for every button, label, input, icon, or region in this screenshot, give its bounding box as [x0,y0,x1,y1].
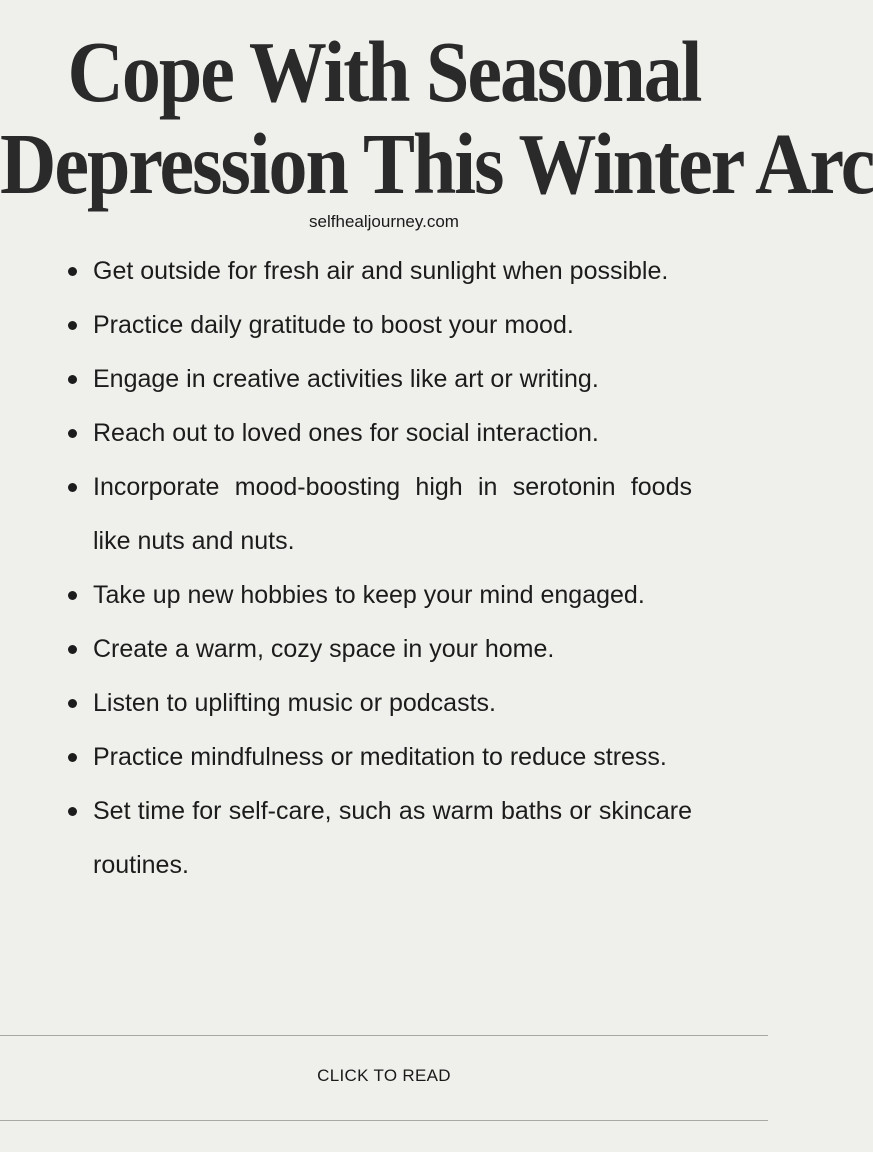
tip-text: Set time for self-care, such as warm baths or skincare routines. [93,797,692,879]
divider-bottom [0,1120,768,1121]
page-title [0,22,873,213]
tip-text: Practice daily gratitude to boost your mood. [93,311,574,339]
tip-text: Incorporate mood-boosting high in serotonin foods like nuts and nuts. [93,473,692,555]
bullet-icon [68,591,77,600]
tip-item [68,298,692,352]
bullet-icon [68,483,77,492]
bullet-icon [68,645,77,654]
tip-item [68,784,692,892]
tip-text: Practice mindfulness or meditation to reduce stress. [93,743,667,771]
tip-text: Listen to uplifting music or podcasts. [93,689,496,717]
tip-item [68,352,692,406]
tip-item [68,460,692,568]
bullet-icon [68,807,77,816]
tips-list [68,244,692,892]
title-line-2: Depression This Winter Arc [0,114,873,213]
website-label: selfhealjourney.com [309,212,459,231]
bullet-icon [68,267,77,276]
tip-item [68,568,692,622]
tip-text: Get outside for fresh air and sunlight when possible. [93,257,669,285]
tip-item [68,622,692,676]
click-to-read-button[interactable]: CLICK TO READ [317,1066,451,1085]
bullet-icon [68,699,77,708]
tip-text: Engage in creative activities like art or writing. [93,365,599,393]
bullet-icon [68,375,77,384]
tip-item [68,676,692,730]
bullet-icon [68,321,77,330]
tip-item [68,244,692,298]
title-line-1: Cope With Seasonal [67,22,701,121]
tip-text: Take up new hobbies to keep your mind engaged. [93,581,645,609]
divider-top [0,1035,768,1036]
tip-text: Create a warm, cozy space in your home. [93,635,555,663]
tip-text: Reach out to loved ones for social interaction. [93,419,599,447]
tip-item [68,406,692,460]
tip-item [68,730,692,784]
bullet-icon [68,429,77,438]
bullet-icon [68,753,77,762]
